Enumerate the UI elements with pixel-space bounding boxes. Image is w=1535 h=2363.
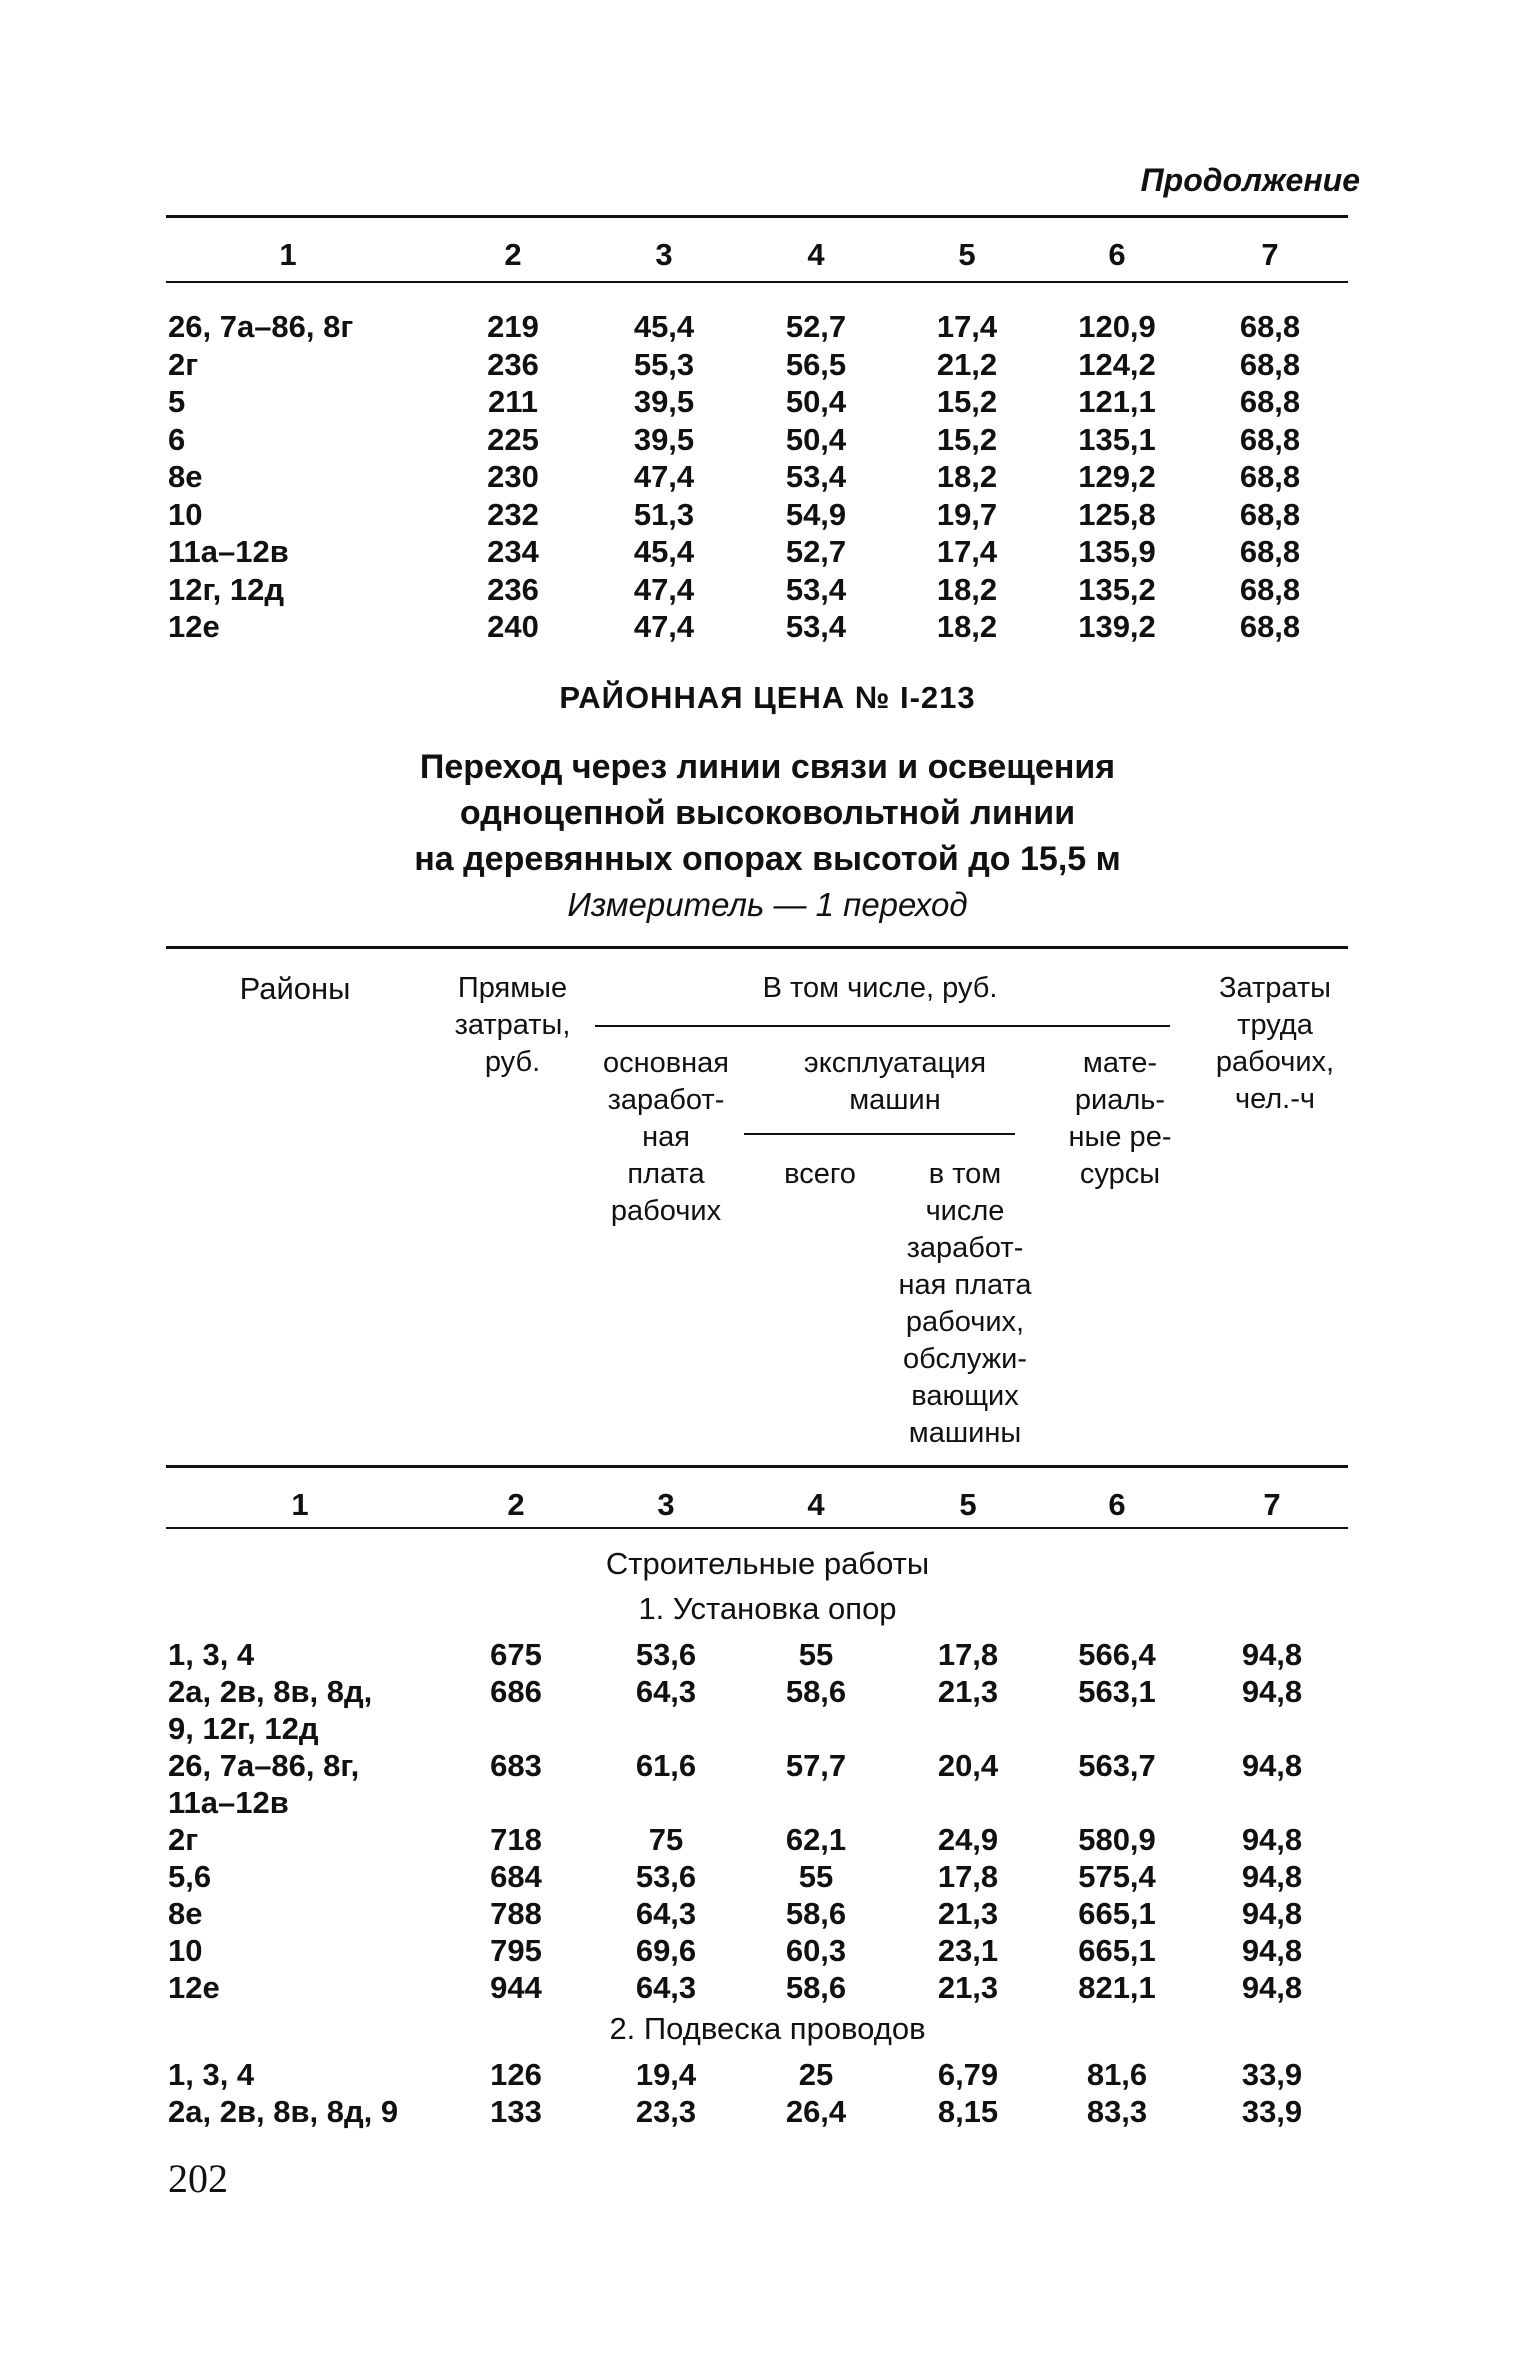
value-cell: 125,8 — [1078, 496, 1156, 532]
value-cell: 68,8 — [1239, 571, 1301, 607]
value-cell: 686 — [490, 1674, 542, 1709]
main-header-bottom-rule — [166, 1465, 1348, 1468]
value-cell: 236 — [487, 346, 539, 382]
value-cell: 54,9 — [785, 496, 847, 532]
table-row — [0, 1895, 1535, 1935]
col-number: 6 — [1108, 1487, 1126, 1522]
value-cell: 39,5 — [633, 384, 695, 419]
value-cell: 24,9 — [937, 1822, 999, 1857]
value-cell: 94,8 — [1241, 1748, 1303, 1783]
col-number: 1 — [279, 237, 297, 272]
region-cell: 2а, 2в, 8в, 8д, 9 — [168, 2094, 399, 2129]
region-cell: 1, 3, 4 — [168, 1637, 255, 1672]
region-cell: 12е — [168, 1970, 220, 2005]
value-cell: 124,2 — [1078, 346, 1156, 382]
region-cell: 2а, 2в, 8в, 8д, — [168, 1674, 373, 1709]
value-cell: 230 — [487, 459, 539, 494]
table-row — [0, 383, 1535, 423]
value-cell: 234 — [487, 534, 539, 569]
value-cell: 50,4 — [785, 421, 847, 457]
value-cell: 6,79 — [937, 2057, 999, 2092]
region-cell: 5 — [168, 384, 186, 419]
value-cell: 58,6 — [785, 1896, 847, 1931]
value-cell: 219 — [487, 309, 539, 344]
value-cell: 135,9 — [1078, 534, 1156, 569]
value-cell: 51,3 — [633, 496, 695, 532]
value-cell: 120,9 — [1078, 309, 1156, 344]
value-cell: 19,4 — [635, 2057, 697, 2092]
region-cell: 2г — [168, 1822, 199, 1857]
value-cell: 21,3 — [937, 1896, 999, 1931]
value-cell: 135,1 — [1078, 421, 1156, 457]
value-cell: 20,4 — [937, 1748, 999, 1783]
table-row — [0, 421, 1535, 461]
table-row — [0, 608, 1535, 648]
header-labor: Затраты труда рабочих, чел.-ч — [1215, 972, 1335, 1115]
value-cell: 94,8 — [1241, 1822, 1303, 1857]
value-cell: 53,6 — [635, 1637, 697, 1672]
section-construction: Строительные работы — [605, 1546, 930, 1581]
value-cell: 15,2 — [936, 421, 998, 457]
value-cell: 665,1 — [1078, 1896, 1156, 1931]
region-cell: 12г, 12д — [168, 571, 285, 607]
value-cell: 33,9 — [1241, 2094, 1303, 2129]
value-cell: 53,6 — [635, 1859, 697, 1894]
table-row — [0, 496, 1535, 536]
col-number: 4 — [807, 1487, 825, 1522]
col-number: 5 — [958, 237, 976, 272]
value-cell: 64,3 — [635, 1896, 697, 1931]
table-row — [0, 2093, 1535, 2133]
value-cell: 129,2 — [1078, 459, 1156, 494]
subsection-wires: 2. Подвеска проводов — [609, 2011, 926, 2046]
value-cell: 60,3 — [785, 1933, 847, 1968]
region-cell: 10 — [168, 1933, 203, 1968]
table-row — [0, 1673, 1535, 1746]
table-row — [0, 533, 1535, 573]
value-cell: 64,3 — [635, 1970, 697, 2005]
header-regions: Районы — [239, 971, 351, 1006]
table-row — [0, 1932, 1535, 1972]
header-machine-rule — [744, 1133, 1015, 1135]
table-row — [0, 1858, 1535, 1898]
top-column-numbers — [0, 236, 1535, 276]
value-cell: 21,3 — [937, 1674, 999, 1709]
value-cell: 64,3 — [635, 1674, 697, 1709]
region-cell: 10 — [168, 496, 203, 532]
value-cell: 57,7 — [785, 1748, 847, 1783]
value-cell: 68,8 — [1239, 496, 1301, 532]
value-cell: 68,8 — [1239, 384, 1301, 419]
col-number: 2 — [507, 1487, 525, 1522]
col-number: 2 — [504, 237, 522, 272]
col-number: 3 — [657, 1487, 675, 1522]
value-cell: 944 — [490, 1970, 542, 2005]
value-cell: 25 — [798, 2057, 834, 2092]
value-cell: 684 — [490, 1859, 542, 1894]
subtitle-line: Переход через линии связи и освещения — [419, 748, 1116, 786]
region-cell: 26, 7а–86, 8г, — [168, 1748, 360, 1783]
value-cell: 563,7 — [1078, 1748, 1156, 1783]
main-table-top-rule — [166, 946, 1348, 949]
top-table-rule — [166, 281, 1348, 283]
value-cell: 19,7 — [936, 496, 998, 532]
region-cell: 9, 12г, 12д — [168, 1711, 319, 1746]
table-row — [0, 1821, 1535, 1861]
value-cell: 23,3 — [635, 2094, 697, 2129]
price-title: РАЙОННАЯ ЦЕНА № I-213 — [559, 680, 976, 715]
value-cell: 126 — [490, 2057, 542, 2092]
value-cell: 47,4 — [633, 459, 695, 494]
value-cell: 236 — [487, 571, 539, 607]
col-number: 5 — [959, 1487, 977, 1522]
value-cell: 240 — [487, 609, 539, 644]
value-cell: 94,8 — [1241, 1674, 1303, 1709]
header-machine-operation: эксплуатация машин — [803, 1047, 987, 1116]
value-cell: 62,1 — [785, 1822, 847, 1857]
value-cell: 683 — [490, 1748, 542, 1783]
value-cell: 45,4 — [633, 309, 695, 344]
region-cell: 1, 3, 4 — [168, 2057, 255, 2092]
value-cell: 58,6 — [785, 1970, 847, 2005]
value-cell: 139,2 — [1078, 609, 1156, 644]
value-cell: 50,4 — [785, 384, 847, 419]
value-cell: 56,5 — [785, 346, 847, 382]
header-base-salary: основная заработ- ная плата рабочих — [602, 1047, 730, 1227]
main-column-numbers — [0, 1486, 1535, 1526]
value-cell: 821,1 — [1078, 1970, 1156, 2005]
table-row — [0, 1747, 1535, 1820]
table-row — [0, 571, 1535, 611]
header-direct-costs: Прямые затраты, руб. — [430, 970, 595, 1081]
region-cell: 12е — [168, 609, 220, 644]
value-cell: 47,4 — [633, 609, 695, 644]
measure-unit: Измеритель — 1 переход — [567, 886, 968, 923]
value-cell: 53,4 — [785, 609, 847, 644]
value-cell: 94,8 — [1241, 1637, 1303, 1672]
main-column-numbers-rule — [166, 1527, 1348, 1529]
region-cell: 2г — [168, 346, 199, 382]
value-cell: 94,8 — [1241, 1859, 1303, 1894]
value-cell: 55 — [798, 1859, 834, 1894]
value-cell: 17,8 — [937, 1859, 999, 1894]
subtitle-line: на деревянных опорах высотой до 15,5 м — [414, 840, 1121, 878]
value-cell: 68,8 — [1239, 346, 1301, 382]
region-cell: 26, 7а–86, 8г — [168, 309, 354, 344]
region-cell: 8е — [168, 1896, 203, 1931]
table-row — [0, 1636, 1535, 1676]
value-cell: 26,4 — [785, 2094, 847, 2129]
value-cell: 232 — [487, 496, 539, 532]
value-cell: 45,4 — [633, 534, 695, 569]
value-cell: 133 — [490, 2094, 542, 2129]
value-cell: 795 — [490, 1933, 542, 1968]
value-cell: 18,2 — [936, 609, 998, 644]
table-row — [0, 1969, 1535, 2009]
value-cell: 566,4 — [1078, 1637, 1156, 1672]
value-cell: 665,1 — [1078, 1933, 1156, 1968]
value-cell: 17,4 — [936, 309, 998, 344]
value-cell: 135,2 — [1078, 571, 1156, 607]
value-cell: 23,1 — [937, 1933, 999, 1968]
value-cell: 563,1 — [1078, 1674, 1156, 1709]
value-cell: 575,4 — [1078, 1859, 1156, 1894]
value-cell: 17,4 — [936, 534, 998, 569]
value-cell: 83,3 — [1086, 2094, 1148, 2129]
col-number: 3 — [655, 237, 673, 272]
value-cell: 52,7 — [785, 309, 847, 344]
col-number: 1 — [291, 1487, 309, 1522]
value-cell: 39,5 — [633, 421, 695, 457]
header-total: всего — [784, 1158, 856, 1190]
value-cell: 52,7 — [785, 534, 847, 569]
value-cell: 21,2 — [936, 346, 998, 382]
value-cell: 94,8 — [1241, 1933, 1303, 1968]
value-cell: 69,6 — [635, 1933, 697, 1968]
region-cell: 11а–12в — [168, 534, 289, 569]
table-row — [0, 458, 1535, 498]
subtitle-line: одноцепной высоковольтной линии — [459, 794, 1076, 832]
value-cell: 121,1 — [1078, 384, 1156, 419]
value-cell: 580,9 — [1078, 1822, 1156, 1857]
table-row — [0, 346, 1535, 386]
value-cell: 75 — [648, 1822, 684, 1857]
value-cell: 55 — [798, 1637, 834, 1672]
value-cell: 68,8 — [1239, 534, 1301, 569]
value-cell: 788 — [490, 1896, 542, 1931]
header-including-rule — [590, 1025, 1170, 1027]
value-cell: 211 — [487, 384, 539, 419]
header-including: В том числе, руб. — [762, 972, 998, 1004]
table-row — [0, 308, 1535, 348]
header-incl-salary: в том числе заработ- ная плата рабочих, обслужи- вающих машины — [898, 1158, 1032, 1449]
col-number: 7 — [1263, 1487, 1281, 1522]
value-cell: 81,6 — [1086, 2057, 1148, 2092]
header-materials: мате- риаль- ные ре- сурсы — [1068, 1047, 1172, 1190]
value-cell: 675 — [490, 1637, 542, 1672]
value-cell: 718 — [490, 1822, 542, 1857]
value-cell: 18,2 — [936, 571, 998, 607]
value-cell: 8,15 — [937, 2094, 999, 2129]
col-number: 4 — [807, 237, 825, 272]
col-number: 7 — [1261, 237, 1279, 272]
value-cell: 58,6 — [785, 1674, 847, 1709]
value-cell: 61,6 — [635, 1748, 697, 1783]
region-cell: 6 — [168, 421, 186, 457]
value-cell: 15,2 — [936, 384, 998, 419]
value-cell: 21,3 — [937, 1970, 999, 2005]
value-cell: 17,8 — [937, 1637, 999, 1672]
top-table-rule — [166, 215, 1348, 218]
col-number: 6 — [1108, 237, 1126, 272]
value-cell: 68,8 — [1239, 421, 1301, 457]
continuation-label: Продолжение — [1140, 162, 1360, 198]
value-cell: 94,8 — [1241, 1970, 1303, 2005]
value-cell: 18,2 — [936, 459, 998, 494]
value-cell: 55,3 — [633, 346, 695, 382]
subtitle — [0, 744, 1535, 882]
value-cell: 53,4 — [785, 459, 847, 494]
page-number: 202 — [168, 2156, 228, 2201]
value-cell: 33,9 — [1241, 2057, 1303, 2092]
value-cell: 94,8 — [1241, 1896, 1303, 1931]
value-cell: 68,8 — [1239, 459, 1301, 494]
value-cell: 53,4 — [785, 571, 847, 607]
value-cell: 225 — [487, 421, 539, 457]
value-cell: 68,8 — [1239, 309, 1301, 344]
region-cell: 8е — [168, 459, 203, 494]
value-cell: 47,4 — [633, 571, 695, 607]
region-cell: 11а–12в — [168, 1785, 289, 1820]
table-row — [0, 2056, 1535, 2096]
value-cell: 68,8 — [1239, 609, 1301, 644]
subsection-supports: 1. Установка опор — [638, 1591, 897, 1626]
region-cell: 5,6 — [168, 1859, 212, 1894]
